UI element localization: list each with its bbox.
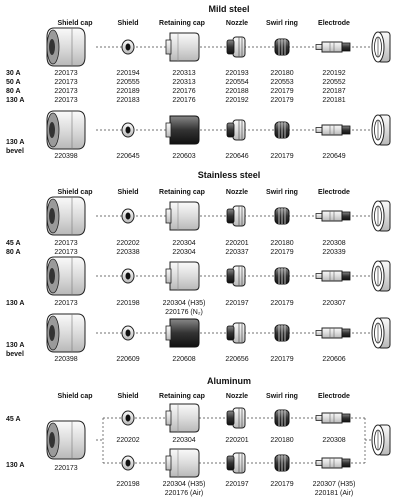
shield-cap-part <box>47 257 85 295</box>
retaining-cap-part <box>166 319 199 347</box>
nozzle-part <box>227 266 245 286</box>
part-number: 220339 <box>322 249 346 256</box>
swirl-ring-part <box>275 325 289 341</box>
part-number: 220338 <box>116 249 140 256</box>
electrode-part <box>316 125 350 135</box>
column-headers-aluminum <box>57 393 350 400</box>
amperage-label: 130 A <box>6 462 25 469</box>
amperage-label: bevel <box>6 351 24 358</box>
amperage-label: 50 A <box>6 79 21 86</box>
shield-part <box>122 411 134 425</box>
stainless-row-130a <box>6 257 390 316</box>
part-number: 220201 <box>225 437 249 444</box>
column-header-shield: Shield <box>117 20 139 27</box>
column-header-swirl-ring: Swirl ring <box>266 189 298 196</box>
part-number: 220179 <box>270 153 294 160</box>
column-header-shield: Shield <box>117 189 139 196</box>
part-number: 220183 <box>116 97 140 104</box>
part-number: 220180 <box>270 240 294 247</box>
nozzle-part <box>227 120 245 140</box>
swirl-ring-part <box>275 208 289 224</box>
part-number: 220197 <box>225 481 249 488</box>
column-header-electrode: Electrode <box>318 393 350 400</box>
nozzle-part <box>227 206 245 226</box>
electrode-part <box>316 271 350 281</box>
part-number: 220308 <box>322 437 346 444</box>
swirl-ring-part <box>275 455 289 471</box>
torch-part <box>372 115 390 145</box>
part-number: 220193 <box>225 70 249 77</box>
shield-cap-part <box>47 28 85 66</box>
amperage-label: bevel <box>6 148 24 155</box>
section-title-stainless-steel: Stainless steel <box>197 170 261 180</box>
part-number: 220201 <box>225 240 249 247</box>
column-header-retaining-cap: Retaining cap <box>159 189 205 196</box>
part-number: 220198 <box>116 481 140 488</box>
column-header-electrode: Electrode <box>318 189 350 196</box>
column-header-shield-cap: Shield cap <box>57 20 93 27</box>
part-number: 220189 <box>116 88 140 95</box>
torch-part <box>372 318 390 348</box>
part-number: 220606 <box>322 356 346 363</box>
torch-part <box>372 32 390 62</box>
retaining-cap-part <box>166 202 199 230</box>
shield-cap-part <box>47 111 85 149</box>
column-header-nozzle: Nozzle <box>225 189 249 196</box>
electrode-part <box>316 42 350 52</box>
shield-part <box>122 456 134 470</box>
part-number: 220313 <box>172 79 196 86</box>
section-title-aluminum: Aluminum <box>207 376 251 386</box>
column-header-shield-cap: Shield cap <box>57 393 93 400</box>
part-number: 220176 (Air) <box>164 490 204 497</box>
part-number: 220179 <box>270 88 294 95</box>
part-number: 220179 <box>270 249 294 256</box>
part-number: 220176 <box>172 97 196 104</box>
part-number: 220553 <box>270 79 294 86</box>
shield-cap-part <box>47 421 85 459</box>
part-number: 220304 <box>172 240 196 247</box>
part-number: 220173 <box>54 79 78 86</box>
part-number: 220197 <box>225 300 249 307</box>
part-number: 220180 <box>270 70 294 77</box>
retaining-cap-part <box>166 116 199 144</box>
electrode-part <box>316 458 350 468</box>
part-number: 220173 <box>54 70 78 77</box>
column-headers-stainless-steel <box>57 189 350 196</box>
amperage-label: 45 A <box>6 240 21 247</box>
part-number: 220307 <box>322 300 346 307</box>
amperage-label: 80 A <box>6 249 21 256</box>
swirl-ring-part <box>275 122 289 138</box>
nozzle-part <box>227 37 245 57</box>
column-header-electrode: Electrode <box>318 20 350 27</box>
column-header-nozzle: Nozzle <box>225 20 249 27</box>
retaining-cap-part <box>166 262 199 290</box>
part-number: 220181 <box>322 97 346 104</box>
part-number: 220192 <box>225 97 249 104</box>
nozzle-part <box>227 453 245 473</box>
electrode-part <box>316 328 350 338</box>
amperage-label: 30 A <box>6 70 21 77</box>
part-number: 220192 <box>322 70 346 77</box>
part-number: 220307 (H35) <box>312 481 356 488</box>
shield-part <box>122 269 134 283</box>
part-number: 220188 <box>225 88 249 95</box>
column-header-retaining-cap: Retaining cap <box>159 20 205 27</box>
column-headers-mild-steel <box>57 20 350 27</box>
shield-part <box>122 209 134 223</box>
part-number: 220202 <box>116 437 140 444</box>
part-number: 220181 (Air) <box>314 490 354 497</box>
part-number: 220173 <box>54 249 78 256</box>
amperage-label: 130 A <box>6 139 25 146</box>
amperage-label: 130 A <box>6 342 25 349</box>
nozzle-part <box>227 408 245 428</box>
part-number: 220176 <box>172 88 196 95</box>
stainless-row-standard <box>6 197 390 256</box>
shield-cap-part <box>47 314 85 352</box>
stainless-row-bevel <box>6 314 390 363</box>
electrode-part <box>316 413 350 423</box>
part-number: 220649 <box>322 153 346 160</box>
column-header-retaining-cap: Retaining cap <box>159 393 205 400</box>
swirl-ring-part <box>275 410 289 426</box>
part-number: 220304 (H35) <box>162 481 206 488</box>
torch-part <box>372 261 390 291</box>
part-number: 220646 <box>225 153 249 160</box>
part-number: 220645 <box>116 153 140 160</box>
part-number: 220187 <box>322 88 346 95</box>
part-number: 220656 <box>225 356 249 363</box>
part-number: 220179 <box>270 97 294 104</box>
part-number: 220173 <box>54 240 78 247</box>
part-number: 220554 <box>225 79 249 86</box>
swirl-ring-part <box>275 39 289 55</box>
electrode-part <box>316 211 350 221</box>
part-number: 220179 <box>270 356 294 363</box>
mild-steel-row-bevel <box>6 111 390 160</box>
retaining-cap-part <box>166 33 199 61</box>
part-number: 220202 <box>116 240 140 247</box>
torch-part <box>372 201 390 231</box>
column-header-shield: Shield <box>117 393 139 400</box>
amperage-label: 45 A <box>6 416 21 423</box>
part-number: 220173 <box>54 88 78 95</box>
part-number: 220173 <box>54 300 78 307</box>
part-number: 220179 <box>270 300 294 307</box>
part-number: 220173 <box>54 97 78 104</box>
shield-cap-part <box>47 197 85 235</box>
part-number: 220608 <box>172 356 196 363</box>
amperage-label: 130 A <box>6 97 25 104</box>
part-number: 220603 <box>172 153 196 160</box>
shield-part <box>122 123 134 137</box>
part-number: 220313 <box>172 70 196 77</box>
part-number: 220308 <box>322 240 346 247</box>
nozzle-part <box>227 323 245 343</box>
shield-part <box>122 40 134 54</box>
part-number: 220194 <box>116 70 140 77</box>
part-number: 220173 <box>54 465 78 472</box>
column-header-swirl-ring: Swirl ring <box>266 393 298 400</box>
part-number: 220555 <box>116 79 140 86</box>
retaining-cap-part <box>166 404 199 432</box>
part-number: 220176 (N₂) <box>165 309 203 316</box>
torch-part <box>372 425 390 455</box>
part-number: 220304 <box>172 437 196 444</box>
part-number: 220398 <box>54 153 78 160</box>
mild-steel-row-standard <box>6 28 390 104</box>
column-header-shield-cap: Shield cap <box>57 189 93 196</box>
retaining-cap-part <box>166 449 199 477</box>
amperage-label: 80 A <box>6 88 21 95</box>
part-number: 220398 <box>54 356 78 363</box>
part-number: 220337 <box>225 249 249 256</box>
shield-part <box>122 326 134 340</box>
amperage-label: 130 A <box>6 300 25 307</box>
column-header-nozzle: Nozzle <box>225 393 249 400</box>
part-number: 220198 <box>116 300 140 307</box>
part-number: 220304 <box>172 249 196 256</box>
column-header-swirl-ring: Swirl ring <box>266 20 298 27</box>
part-number: 220552 <box>322 79 346 86</box>
part-number: 220304 (H35) <box>162 300 206 307</box>
part-number: 220179 <box>270 481 294 488</box>
swirl-ring-part <box>275 268 289 284</box>
section-title-mild-steel: Mild steel <box>208 4 250 14</box>
part-number: 220609 <box>116 356 140 363</box>
part-number: 220180 <box>270 437 294 444</box>
